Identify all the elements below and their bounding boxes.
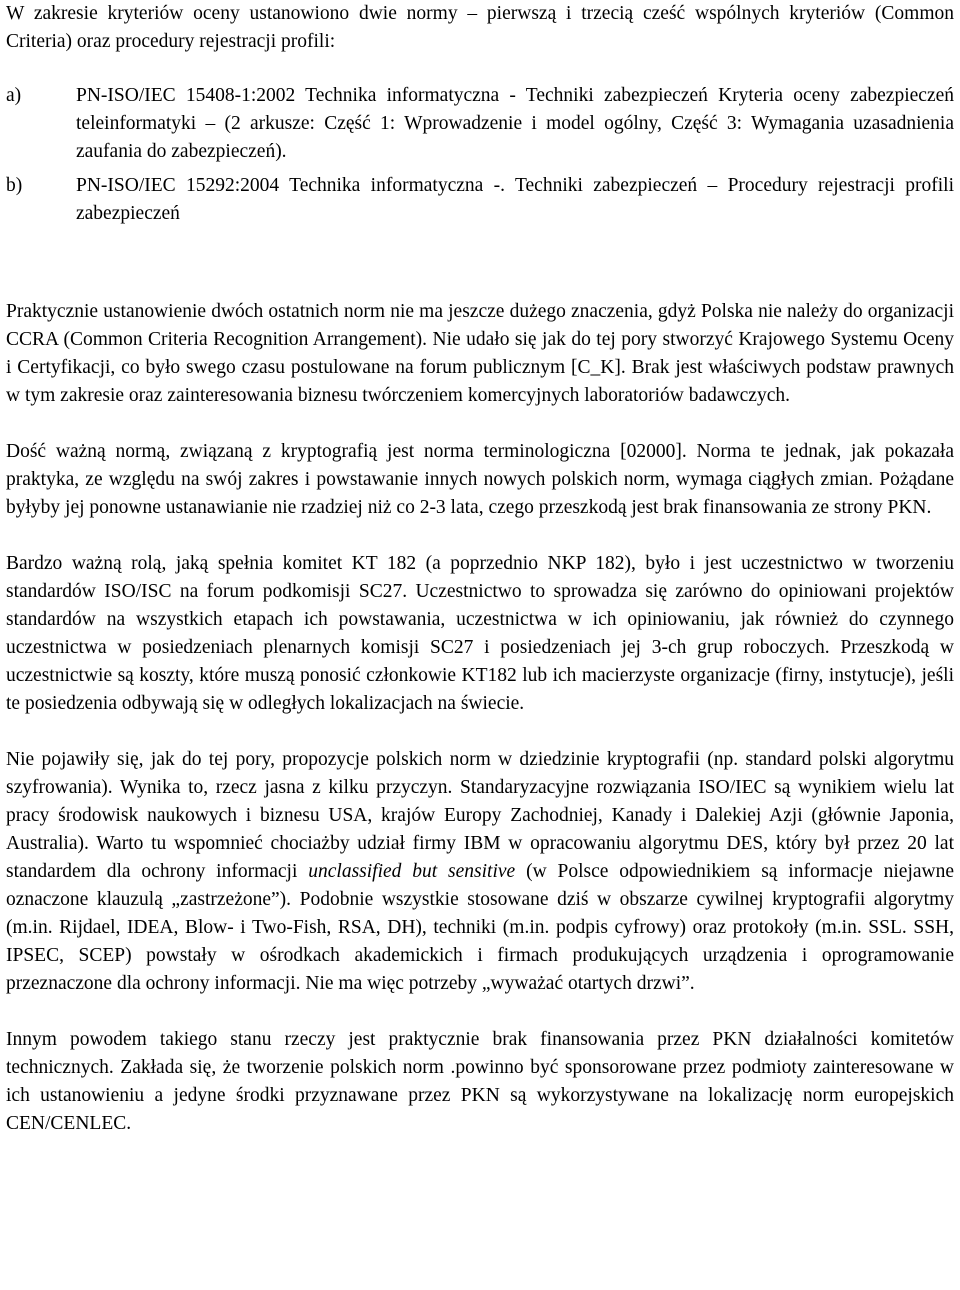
paragraph-cryptography-italic: unclassified but sensitive [308,861,516,882]
list-item-text: PN-ISO/IEC 15292:2004 Technika informatyczna -. Techniki zabezpieczeń – Procedury rejestracji profili zabezpieczeń [76,175,954,224]
list-marker: a) [6,85,22,106]
intro-paragraph: W zakresie kryteriów oceny ustanowiono dwie normy – pierwszą i trzecią cześć wspólnych kryteriów (Common Criteria) oraz procedury rejestracji profili: [6,3,954,52]
list-item [6,172,954,228]
paragraph-ccra: Praktycznie ustanowienie dwóch ostatnich norm nie ma jeszcze dużego znaczenia, gdyż Polska nie należy do organizacji CCRA (Common Criteria Recognition Arrangement). Nie udało się jak do tej pory stworzyć Krajowego Systemu Oceny i Certyfikacji, co było swego czasu postulowane na forum publicznym [C_K]. Brak jest właściwych podstaw prawnych w tym zakresie oraz zainteresowania biznesu twórczeniem komercyjnych laboratoriów badawczych. [6,301,954,406]
paragraph-cryptography-part2: (w Polsce odpowiednikiem są informacje niejawne oznaczone klauzulą „zastrzeżone”). Podobnie wszystkie stosowane dziś w obszarze cywilnej kryptografii algorytmy (m.in. Rijdael, IDEA, Blow- i Two-Fish, RSA, DH), techniki (m.in. podpis cyfrowy) oraz protokoły (m.in. SSL. SSH, IPSEC, SCEP) powstały w ośrodkach akademickich i firmach produkujących urządzenia i oprogramowanie przeznaczone dla ochrony informacji. Nie ma więc potrzeby „wyważać otartych drzwi”. [6,861,954,994]
list-item [6,82,954,166]
paragraph-cryptography-part1: Nie pojawiły się, jak do tej pory, propozycje polskich norm w dziedzinie kryptografii (np. standard polski algorytmu szyfrowania). Wynika to, rzecz jasna z kilku przyczyn. Standaryzacyjne rozwiązania ISO/IEC są wynikiem wielu lat pracy środowisk naukowych i biznesu USA, krajów Europy Zachodniej, Kanady i Dalekiej Azji (głównie Japonia, Australia). Warto tu wspomnieć chociażby udział firmy IBM w opracowaniu algorytmu DES, który był przez 20 lat standardem dla ochrony informacji [6,749,954,882]
paragraph-financing: Innym powodem takiego stanu rzeczy jest praktycznie brak finansowania przez PKN działalności komitetów technicznych. Zakłada się, że tworzenie polskich norm .powinno być sponsorowane przez podmioty zainteresowane w ich ustanowieniu a jedyne środki przyznawane przez PKN są wykorzystywane na lokalizację norm europejskich CEN/CENLEC. [6,1029,954,1134]
list-item-text: PN-ISO/IEC 15408-1:2002 Technika informatyczna - Techniki zabezpieczeń Kryteria oceny zabezpieczeń teleinformatyki – (2 arkusze: Część 1: Wprowadzenie i model ogólny, Część 3: Wymagania uzasadnienia zaufania do zabezpieczeń). [76,85,954,162]
paragraph-cryptography [6,746,954,998]
paragraph-terminology: Dość ważną normą, związaną z kryptografią jest norma terminologiczna [02000]. Norma te jednak, jak pokazała praktyka, ze względu na swój zakres i powstawanie innych nowych polskich norm, wymaga ciągłych zmian. Pożądane byłyby jej ponowne ustanawianie nie rzadziej niż co 2-3 lata, czego przeszkodą jest brak finansowania ze strony PKN. [6,441,954,518]
norms-list [6,82,954,228]
paragraph-kt182: Bardzo ważną rolą, jaką spełnia komitet KT 182 (a poprzednio NKP 182), było i jest uczestnictwo w tworzeniu standardów ISO/ISC na forum podkomisji SC27. Uczestnictwo to sprowadza się zarówno do opiniowani projektów standardów na wszystkich etapach ich powstawania, uczestnictwa w ich opiniowaniu, jak również do czynnego uczestnictwa w posiedzeniach plenarnych komisji SC27 i posiedzeniach jej 3-ch grup roboczych. Przeszkodą w uczestnictwie są koszty, które muszą ponosić członkowie KT182 lub ich macierzyste organizacje (firny, instytucje), jeśli te posiedzenia odbywają się w odległych lokalizacjach na świecie. [6,553,954,714]
list-marker: b) [6,175,23,196]
